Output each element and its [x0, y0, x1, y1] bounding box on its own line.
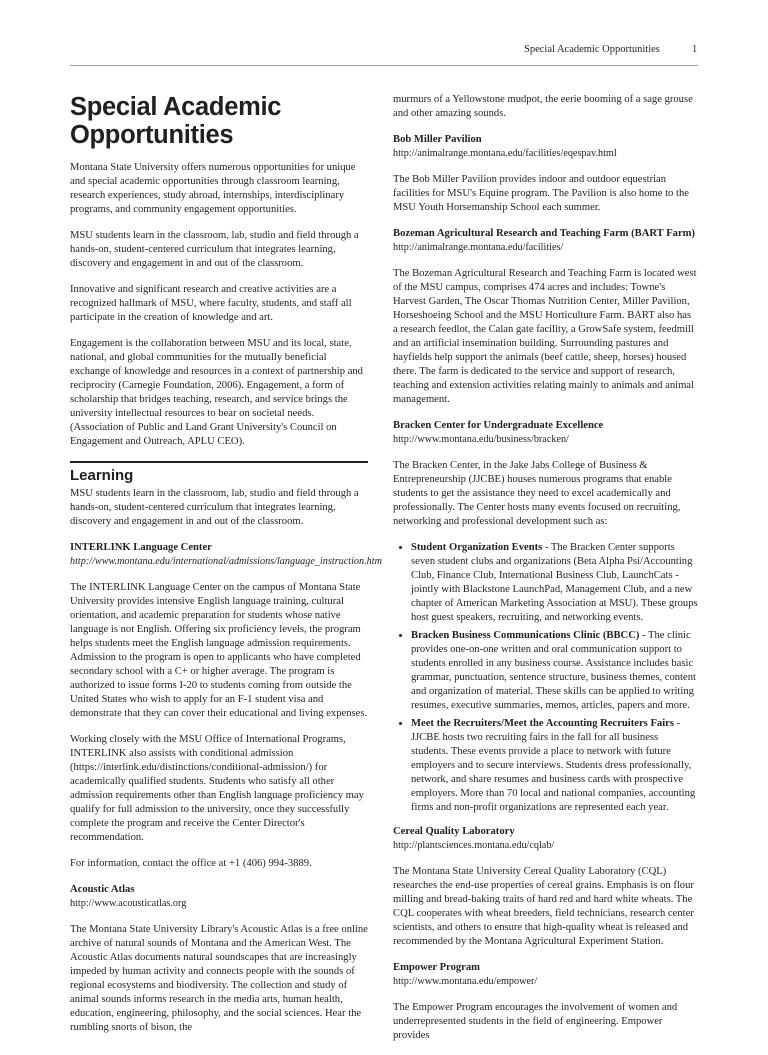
program-paragraph: The Bob Miller Pavilion provides indoor and outdoor equestrian facilities for MSU's Equine program. The Pavilion is also home to the MSU Youth Horsemanship School each summer.: [393, 174, 689, 213]
bracken-bullet-list: [393, 541, 698, 815]
list-item: [411, 717, 698, 815]
program-paragraph: The INTERLINK Language Center on the campus of Montana State University provides intensive English language training, cultural orientation, and academic preparation for students whose native language is not English. Offering six proficiency levels, the program helps students meet the English language admission requirements. Admission to the program is open to applicants who have completed secondary school with a C+ or higher average. The program is authorized to issue forms I-20 to students coming from outside the United States who wish to apply for an F-1 student visa and demonstrate that they can cover their educational and living expenses.: [70, 582, 368, 719]
list-item: [411, 629, 698, 713]
program-link-bracken[interactable]: http://www.montana.edu/business/bracken/: [393, 434, 569, 445]
bullet-separator: -: [673, 718, 681, 729]
program-paragraph: The Bozeman Agricultural Research and Teaching Farm is located west of the MSU campus, comprises 474 acres and includes: Towne's Harvest Garden, The Oscar Thomas Nutrition Center, Miller Pavilion, Horseshoeing School and the MSU Horticulture Farm. BART also has a research feedlot, the Calan gate facility, a GrowSafe system, feedmill and an artificial insemination building. Surrounding pastures and hayfields help support the animals (beef cattle, sheep, horses) housed there. The farm is dedicated to the service and support of research, teaching and extension activities relating mainly to animals and animal management.: [393, 268, 697, 405]
right-column: [393, 93, 698, 1055]
header-rule: [70, 65, 698, 66]
list-item: [411, 541, 698, 625]
page-title: [70, 93, 368, 149]
intro-paragraph: MSU students learn in the classroom, lab, studio and field through a hands-on, student-centered curriculum that integrates learning, discovery and engagement in and out of the classroom.: [70, 230, 359, 269]
program-paragraph: The Montana State University Cereal Quality Laboratory (CQL) researches the end-use properties of cereal grains. Emphasis is on flour milling and bread-baking traits of hard red and hard white wheats. The CQL cooperates with wheat breeders, field technicians, research center scientists, and others to ensure that high-quality wheat is released and recommended by the Montana Agricultural Experiment Station.: [393, 866, 694, 947]
program-paragraph: The Montana State University Library's Acoustic Atlas is a free online archive of natural sounds of Montana and the American West. The Acoustic Atlas documents natural soundscapes that are increasingly impeded by human activity and connects people with the sounds of regional ecosystems and biodiversity. The collection and study of animal sounds informs research in the media arts, human health, education, engineering, philosophy, and the social sciences. Hear the rumbling snorts of bison, the: [70, 924, 368, 1033]
learning-paragraph: MSU students learn in the classroom, lab, studio and field through a hands-on, student-centered curriculum that integrates learning, discovery and engagement in and out of the classroom.: [70, 488, 359, 527]
intro-paragraph: Montana State University offers numerous opportunities for unique and special academic opportunities through classroom learning, research experiences, study abroad, internships, interdisciplinary programs, and community engagement opportunities.: [70, 162, 356, 215]
program-title-interlink: INTERLINK Language Center: [70, 542, 212, 553]
bullet-text: The Bracken Center supports seven student clubs and organizations (Beta Alpha Psi/Accounting Club, Finance Club, International Business Club, LaunchCats - jointly with Blackstone LaunchPad, Management Club, and a new chapter of American Marketing Association at MSU). These groups host guest speakers, recruiting, and networking events.: [411, 542, 698, 623]
running-title: Special Academic Opportunities: [524, 44, 660, 55]
bullet-label: Meet the Recruiters/Meet the Accounting Recruiters Fairs: [411, 718, 674, 729]
program-link-bart-farm[interactable]: http://animalrange.montana.edu/facilities/: [393, 242, 564, 253]
program-title-bart-farm: Bozeman Agricultural Research and Teaching Farm (BART Farm): [393, 228, 696, 239]
bullet-separator: -: [639, 630, 649, 641]
left-column: [70, 86, 382, 1047]
bullet-text: The clinic provides one-on-one written and oral communication support to students enrolled in any business course. Assistance includes basic grammar, punctuation, sentence structure, business themes, content and organization of material. These skills can be applied to writing resumes, executive summaries, memos, articles, papers and more.: [411, 630, 696, 711]
continuation-paragraph: murmurs of a Yellowstone mudpot, the eerie booming of a sage grouse and other amazing sounds.: [393, 94, 693, 119]
title-line-1: Special Academic: [70, 93, 282, 121]
program-link-cereal-lab[interactable]: http://plantsciences.montana.edu/cqlab/: [393, 840, 555, 851]
bullet-label: Student Organization Events: [411, 542, 543, 553]
intro-paragraph: Innovative and significant research and creative activities are a recognized hallmark of MSU, where faculty, students, and staff all participate in the creation of knowledge and art.: [70, 284, 352, 323]
program-paragraph: Working closely with the MSU Office of International Programs, INTERLINK also assists with conditional admission (https://interlink.edu/distinctions/conditional-admission/) for academically qualified students. Students who satisfy all other admission requirements other than English language proficiency may qualify for full admission to the university, once they successfully complete the program and receive the Center Director's recommendation.: [70, 734, 364, 843]
program-title-acoustic-atlas: Acoustic Atlas: [70, 884, 135, 895]
page-header: [0, 44, 768, 58]
program-title-bracken: Bracken Center for Undergraduate Excellence: [393, 420, 604, 431]
page-number: 1: [692, 44, 698, 55]
title-line-2: Opportunities: [70, 121, 234, 149]
intro-paragraph: Engagement is the collaboration between MSU and its local, state, national, and global communities for the mutually beneficial exchange of knowledge and resources in a context of partnership and reciprocity (Carnegie Foundation, 2006). Engagement, a form of scholarship that bridges teaching, research, and service brings the university intellectual resources to bear on societal needs. (Association of Public and Land Grant University's Council on Engagement and Outreach, APLU CEO).: [70, 338, 363, 447]
bullet-separator: -: [542, 542, 551, 553]
bullet-text: JJCBE hosts two recruiting fairs in the fall for all business students. These events provide a place to network with future employers and to secure interviews. Students dress professionally, network, and share resumes and business cards with prospective employers. More than 70 local and national companies, accounting firms and non-profit organizations are represented each year.: [411, 732, 696, 813]
program-link-interlink[interactable]: http://www.montana.edu/international/admissions/language_instruction.htm: [70, 556, 382, 567]
program-link-acoustic-atlas[interactable]: http://www.acousticatlas.org: [70, 898, 187, 909]
program-paragraph: The Bracken Center, in the Jake Jabs College of Business & Entrepreneurship (JJCBE) houses numerous programs that enable students to get the assistance they need to excel academically and professionally. The Center hosts many events focused on recruiting, networking and professional development such as:: [393, 460, 681, 527]
program-title-cereal-lab: Cereal Quality Laboratory: [393, 826, 515, 837]
program-link-bob-miller[interactable]: http://animalrange.montana.edu/facilities/eqespav.html: [393, 148, 617, 159]
program-title-bob-miller: Bob Miller Pavilion: [393, 134, 482, 145]
program-title-empower: Empower Program: [393, 962, 480, 973]
program-paragraph: The Empower Program encourages the involvement of women and underrepresented students in the field of engineering. Empower provides: [393, 1002, 678, 1041]
program-paragraph: For information, contact the office at +1 (406) 994-3889.: [70, 858, 312, 869]
program-link-empower[interactable]: http://www.montana.edu/empower/: [393, 976, 538, 987]
section-heading-learning: Learning: [70, 461, 368, 485]
bullet-label: Bracken Business Communications Clinic (BBCC): [411, 630, 640, 641]
